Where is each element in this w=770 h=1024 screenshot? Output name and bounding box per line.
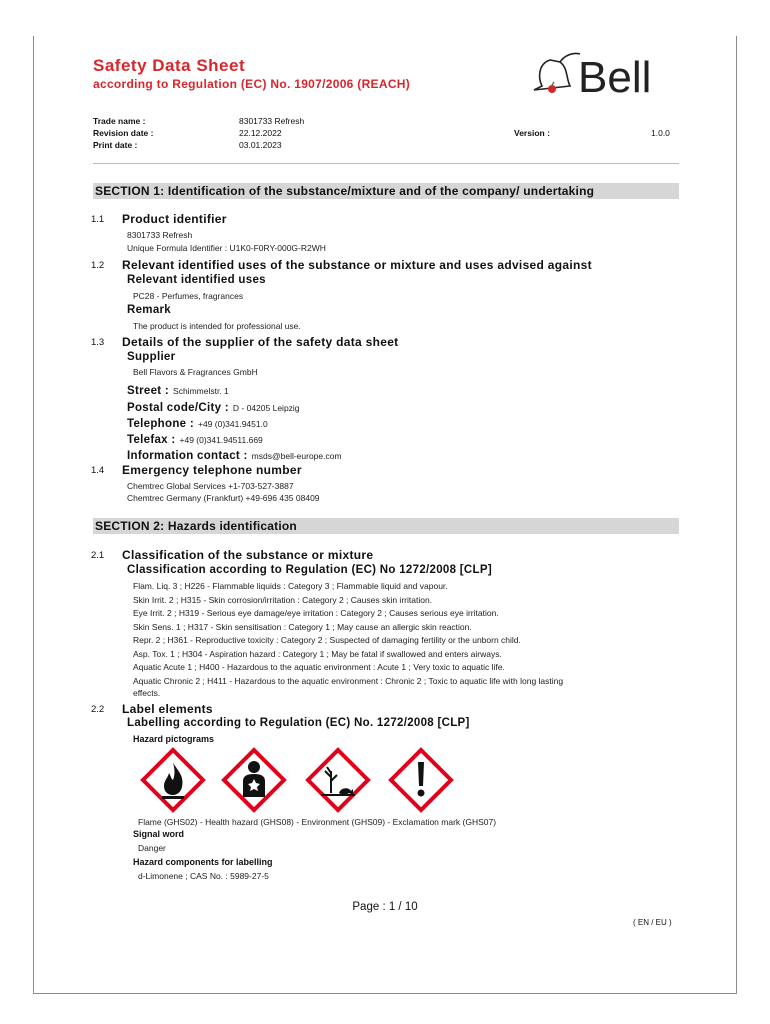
classification-line: Skin Sens. 1 ; H317 - Skin sensitisation : Category 1 ; May cause an allergic skin reaction. xyxy=(133,622,472,632)
unique-formula-identifier: Unique Formula Identifier : U1K0-F0RY-000G-R2WH xyxy=(127,243,326,253)
classification-line: Asp. Tox. 1 ; H304 - Aspiration hazard : Category 1 ; May be fatal if swallowed and enters airways. xyxy=(133,649,502,659)
hazard-pictograms-heading: Hazard pictograms xyxy=(133,734,215,744)
emergency-line-germany: Chemtrec Germany (Frankfurt) +49-696 435 08409 xyxy=(127,493,320,503)
page-number: Page : 1 / 10 xyxy=(352,901,418,913)
street-value: Schimmelstr. 1 xyxy=(173,386,229,396)
document-subtitle: according to Regulation (EC) No. 1907/2006 (REACH) xyxy=(93,77,411,91)
section-1-2-number: 1.2 xyxy=(91,260,105,271)
information-contact-email[interactable]: msds@bell-europe.com xyxy=(251,451,342,461)
exclamation-mark-ghs07-icon xyxy=(388,747,454,813)
logo-text: Bell xyxy=(578,53,652,102)
section-1-1-title: Product identifier xyxy=(122,212,227,226)
pictograms-caption: Flame (GHS02) - Health hazard (GHS08) - Environment (GHS09) - Exclamation mark (GHS07) xyxy=(138,817,497,827)
street-row xyxy=(127,381,229,399)
trade-name-label: Trade name : xyxy=(93,116,146,126)
product-code: 8301733 Refresh xyxy=(127,230,193,240)
telefax-label: Telefax : xyxy=(127,434,176,446)
section-1-2-title: Relevant identified uses of the substance or mixture and uses advised against xyxy=(122,258,592,272)
page-border-bottom xyxy=(33,993,737,994)
classification-line: Flam. Liq. 3 ; H226 - Flammable liquids : Category 3 ; Flammable liquid and vapour. xyxy=(133,581,448,591)
hazard-components-heading: Hazard components for labelling xyxy=(133,857,273,867)
postal-city-value: D - 04205 Leipzig xyxy=(232,403,300,413)
telefax-value: +49 (0)341.94511.669 xyxy=(179,435,263,445)
revision-date-value: 22.12.2022 xyxy=(239,128,282,138)
trade-name-value: 8301733 Refresh xyxy=(239,116,305,126)
information-contact-row xyxy=(127,446,342,464)
clp-labelling-heading: Labelling according to Regulation (EC) No. 1272/2008 [CLP] xyxy=(127,717,470,729)
remark-text: The product is intended for professional use. xyxy=(133,321,301,331)
telephone-value: +49 (0)341.9451.0 xyxy=(197,419,268,429)
health-hazard-ghs08-icon xyxy=(221,747,287,813)
classification-line: Aquatic Chronic 2 ; H411 - Hazardous to the aquatic environment : Chronic 2 ; Toxic to aquatic life with long lasting xyxy=(133,676,564,686)
section-2-1-title: Classification of the substance or mixture xyxy=(122,548,374,562)
page-border-left xyxy=(33,36,34,994)
flame-ghs02-icon xyxy=(140,747,206,813)
section-2-2-number: 2.2 xyxy=(91,704,105,715)
section-1-1-number: 1.1 xyxy=(91,214,105,225)
remark-heading: Remark xyxy=(127,304,171,316)
bell-logo-icon xyxy=(530,42,680,106)
telephone-label: Telephone : xyxy=(127,418,194,430)
section-1-4-number: 1.4 xyxy=(91,465,105,476)
print-date-value: 03.01.2023 xyxy=(239,140,282,150)
section-1-header: SECTION 1: Identification of the substance/mixture and of the company/ undertaking xyxy=(93,183,679,199)
document-title: Safety Data Sheet xyxy=(93,56,246,75)
language-indicator: ( EN / EU ) xyxy=(633,918,672,927)
section-2-header: SECTION 2: Hazards identification xyxy=(93,518,679,534)
version-label: Version : xyxy=(514,128,550,138)
classification-line: Skin Irrit. 2 ; H315 - Skin corrosion/irritation : Category 2 ; Causes skin irritation. xyxy=(133,595,433,605)
classification-line: Repr. 2 ; H361 - Reproductive toxicity : Category 2 ; Suspected of damaging fertility or the unborn child. xyxy=(133,635,521,645)
street-label: Street : xyxy=(127,385,170,397)
section-1-3-number: 1.3 xyxy=(91,337,105,348)
section-2-2-title: Label elements xyxy=(122,702,213,716)
supplier-heading: Supplier xyxy=(127,351,176,363)
classification-line: effects. xyxy=(133,688,161,698)
supplier-name: Bell Flavors & Fragrances GmbH xyxy=(133,367,258,377)
emergency-line-global: Chemtrec Global Services +1-703-527-3887 xyxy=(127,481,294,491)
information-contact-label: Information contact : xyxy=(127,450,248,462)
signal-word-heading: Signal word xyxy=(133,829,185,839)
environment-ghs09-icon xyxy=(305,747,371,813)
signal-word-value: Danger xyxy=(138,843,166,853)
hazard-components-value: d-Limonene ; CAS No. : 5989-27-5 xyxy=(138,871,269,881)
header-divider xyxy=(93,163,679,164)
revision-date-label: Revision date : xyxy=(93,128,154,138)
classification-line: Eye Irrit. 2 ; H319 - Serious eye damage/eye irritation : Category 2 ; Causes serious eye irritation. xyxy=(133,608,499,618)
print-date-label: Print date : xyxy=(93,140,138,150)
identified-uses-text: PC28 - Perfumes, fragrances xyxy=(133,291,244,301)
postal-city-label: Postal code/City : xyxy=(127,402,229,414)
classification-line: Aquatic Acute 1 ; H400 - Hazardous to the aquatic environment : Acute 1 ; Very toxic to aquatic life. xyxy=(133,662,505,672)
clp-classification-heading: Classification according to Regulation (EC) No 1272/2008 [CLP] xyxy=(127,564,492,576)
version-value: 1.0.0 xyxy=(651,128,670,138)
section-1-4-title: Emergency telephone number xyxy=(122,463,302,477)
section-2-1-number: 2.1 xyxy=(91,550,105,561)
identified-uses-heading: Relevant identified uses xyxy=(127,274,266,286)
page-border-right xyxy=(736,36,737,994)
section-1-3-title: Details of the supplier of the safety data sheet xyxy=(122,335,399,349)
